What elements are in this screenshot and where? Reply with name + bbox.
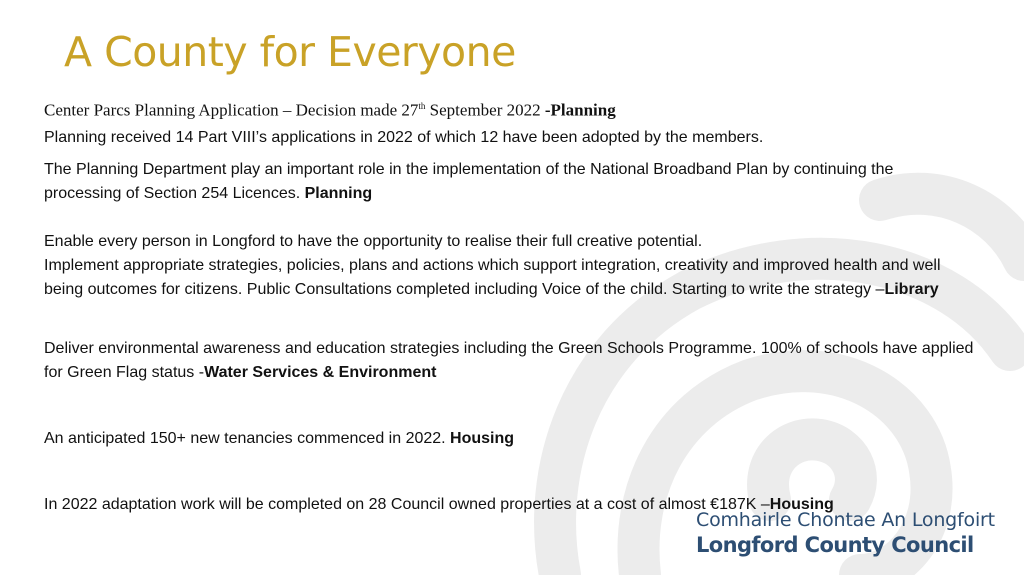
- dept-water-services: Water Services & Environment: [204, 364, 437, 381]
- council-logo: [696, 508, 995, 558]
- slide-title: A County for Everyone: [64, 28, 516, 76]
- council-name-irish: Comhairle Chontae An Longfoirt: [696, 509, 995, 531]
- dept-housing: Housing: [769, 496, 834, 513]
- council-name-english: Longford County Council: [696, 533, 974, 557]
- dept-housing: Housing: [450, 430, 515, 447]
- tenancies-paragraph: An anticipated 150+ new tenancies commenced in 2022. Housing: [44, 430, 515, 447]
- library-paragraph: Enable every person in Longford to have the opportunity to realise their full creative potential. Implement appropriate strategies, policies, plans and actions which support integration, creativity and improved health and well being outcomes for citizens. Public Consultations completed including Voice of the child. Starting to write the strategy –Library: [44, 233, 941, 298]
- dept-planning: -Planning: [544, 100, 616, 120]
- dept-planning: Planning: [304, 185, 373, 202]
- dept-library: Library: [884, 281, 939, 298]
- part-viii-paragraph: Planning received 14 Part VIII’s applications in 2022 of which 12 have been adopted by the members.: [44, 129, 764, 146]
- center-parcs-paragraph: Center Parcs Planning Application – Decision made 27th September 2022 -Planning: [44, 100, 616, 120]
- environment-paragraph: Deliver environmental awareness and education strategies including the Green Schools Programme. 100% of schools have applied for Green Flag status -Water Services & Environment: [44, 340, 974, 381]
- adaptation-paragraph: In 2022 adaptation work will be completed on 28 Council owned properties at a cost of almost €187K –Housing: [44, 496, 834, 513]
- broadband-paragraph: The Planning Department play an important role in the implementation of the National Broadband Plan by continuing the processing of Section 254 Licences. Planning: [44, 161, 894, 202]
